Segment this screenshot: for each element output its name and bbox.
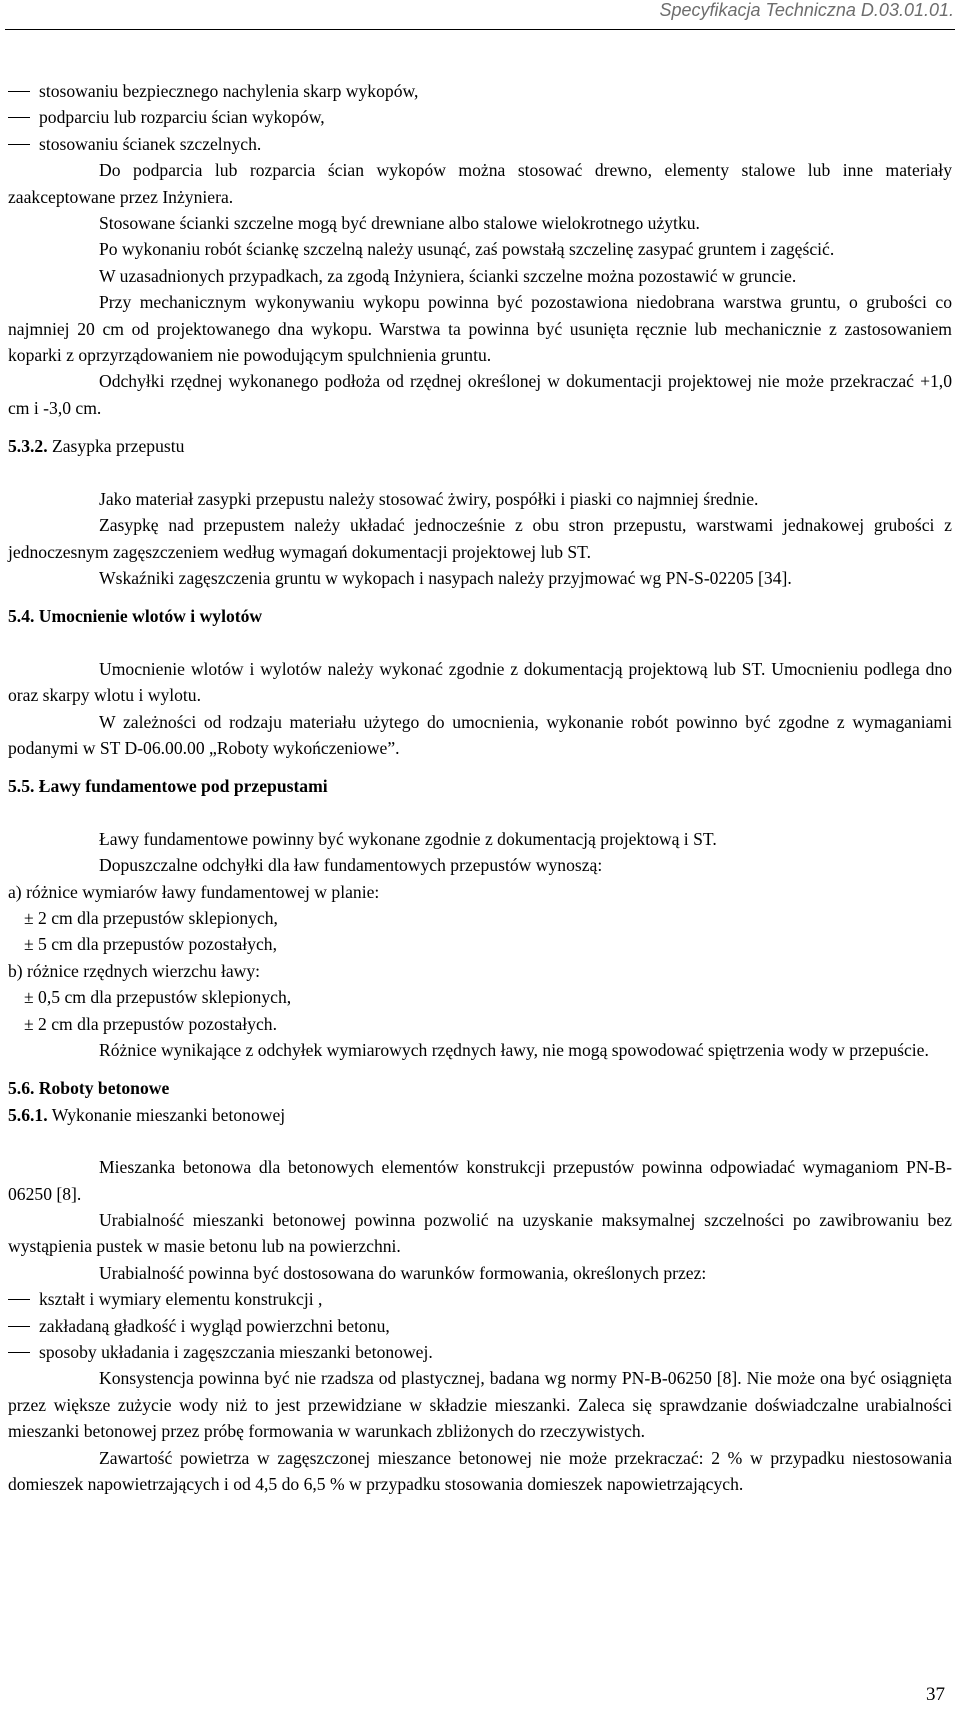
page-content <box>8 78 952 1498</box>
paragraph: Stosowane ścianki szczelne mogą być drewniane albo stalowe wielokrotnego użytku. <box>99 213 700 234</box>
paragraph: Przy mechanicznym wykonywaniu wykopu powinna być pozostawiona niedobrana warstwa gruntu, o grubości co najmniej 20 cm od projektowanego dna wykopu. Warstwa ta powinna być usunięta ręcznie lub mechanicznie z zastosowaniem koparki z oprzyrządowaniem nie powodującym spulchnienia gruntu. <box>8 292 952 366</box>
paragraph: W zależności od rodzaju materiału użytego do umocnienia, wykonanie robót powinno być zgodne z wymaganiami podanymi w ST D-06.00.00 „Roboty wykończeniowe”. <box>8 711 952 758</box>
section-heading-5-6-1 <box>8 1102 952 1128</box>
dash-item: kształt i wymiary elementu konstrukcji , <box>8 1286 952 1312</box>
section-number: 5.6.1. <box>8 1104 48 1125</box>
section-title: Roboty betonowe <box>38 1078 170 1099</box>
list-item: ± 2 cm dla przepustów pozostałych. <box>24 1013 277 1034</box>
dash-item: sposoby układania i zagęszczania mieszanki betonowej. <box>8 1339 952 1365</box>
paragraph: Różnice wynikające z odchyłek wymiarowych rzędnych ławy, nie mogą spowodować spiętrzenia wody w przepuście. <box>99 1040 929 1060</box>
section-title: Umocnienie wlotów i wylotów <box>38 606 263 627</box>
section-number: 5.5. <box>8 776 35 797</box>
paragraph: Wskaźniki zagęszczenia gruntu w wykopach i nasypach należy przyjmować wg PN-S-02205 [34]. <box>99 567 792 588</box>
section-title: Zasypka przepustu <box>52 436 185 457</box>
paragraph: Konsystencja powinna być nie rzadsza od plastycznej, badana wg normy PN-B-06250 [8]. Nie może ona być osiągnięta przez większe zużycie wody niż to jest przewidziane w składzie mieszanki. Zaleca się sprawdzanie doświadczalne urabialności mieszanki betonowej przez próbę formowania w warunkach zbliżonych do rzeczywistych. <box>8 1368 952 1442</box>
section-title: Wykonanie mieszanki betonowej <box>51 1104 286 1125</box>
paragraph: Mieszanka betonowa dla betonowych elementów konstrukcji przepustów powinna odpowiadać wymaganiom PN-B-06250 [8]. <box>8 1157 952 1204</box>
paragraph: Po wykonaniu robót ściankę szczelną należy usunąć, zaś powstałą szczelinę zasypać gruntem i zagęścić. <box>99 239 835 260</box>
paragraph: Do podparcia lub rozparcia ścian wykopów można stosować drewno, elementy stalowe lub inne materiały zaakceptowane przez Inżyniera. <box>8 160 952 207</box>
paragraph: Odchyłki rzędnej wykonanego podłoża od rzędnej określonej w dokumentacji projektowej nie może przekraczać +1,0 cm i -3,0 cm. <box>8 371 952 418</box>
section-heading-5-3-2 <box>8 433 952 459</box>
paragraph: Urabialność powinna być dostosowana do warunków formowania, określonych przez: <box>99 1262 707 1283</box>
paragraph: Ławy fundamentowe powinny być wykonane zgodnie z dokumentacją projektową i ST. <box>99 828 717 849</box>
section-title: Ławy fundamentowe pod przepustami <box>38 776 328 797</box>
paragraph: Zasypkę nad przepustem należy układać jednocześnie z obu stron przepustu, warstwami jednakowej grubości z jednoczesnym zagęszczeniem według wymagań dokumentacji projektowej lub ST. <box>8 515 952 562</box>
paragraph: Zawartość powietrza w zagęszczonej mieszance betonowej nie może przekraczać: 2 % w przypadku niestosowania domieszek napowietrzających i od 4,5 do 6,5 % w przypadku stosowania domieszek napowietrzających. <box>8 1447 952 1495</box>
list-item: ± 0,5 cm dla przepustów sklepionych, <box>24 987 292 1008</box>
dash-item: zakładaną gładkość i wygląd powierzchni betonu, <box>8 1313 952 1339</box>
paragraph: Jako materiał zasypki przepustu należy stosować żwiry, pospółki i piaski co najmniej średnie. <box>99 488 759 509</box>
page-number: 37 <box>926 1684 945 1705</box>
paragraph: Umocnienie wlotów i wylotów należy wykonać zgodnie z dokumentacją projektową lub ST. Umocnieniu podlega dno oraz skarpy wlotu i wylotu. <box>8 658 952 706</box>
section-heading-5-4 <box>8 603 952 629</box>
dash-item: podparciu lub rozparciu ścian wykopów, <box>8 104 952 130</box>
paragraph: W uzasadnionych przypadkach, za zgodą Inżyniera, ścianki szczelne można pozostawić w gruncie. <box>99 265 797 286</box>
paragraph: Dopuszczalne odchyłki dla ław fundamentowych przepustów wynoszą: <box>99 855 603 876</box>
section-number: 5.6. <box>8 1078 35 1099</box>
section-heading-5-5 <box>8 773 952 799</box>
section-number: 5.4. <box>8 606 35 627</box>
section-number: 5.3.2. <box>8 436 48 457</box>
dash-item: stosowaniu bezpiecznego nachylenia skarp wykopów, <box>8 78 952 104</box>
running-header: Specyfikacja Techniczna D.03.01.01. <box>659 0 954 20</box>
list-label: a) różnice wymiarów ławy fundamentowej w planie: <box>8 881 380 902</box>
header-rule <box>5 29 955 30</box>
list-item: ± 2 cm dla przepustów sklepionych, <box>24 907 278 928</box>
dash-item: stosowaniu ścianek szczelnych. <box>8 131 952 157</box>
list-item: ± 5 cm dla przepustów pozostałych, <box>24 934 277 955</box>
section-heading-5-6 <box>8 1075 952 1101</box>
paragraph: Urabialność mieszanki betonowej powinna pozwolić na uzyskanie maksymalnej szczelności po zawibrowaniu bez wystąpienia pustek w masie betonu lub na powierzchni. <box>8 1210 952 1257</box>
list-label: b) różnice rzędnych wierzchu ławy: <box>8 960 261 981</box>
